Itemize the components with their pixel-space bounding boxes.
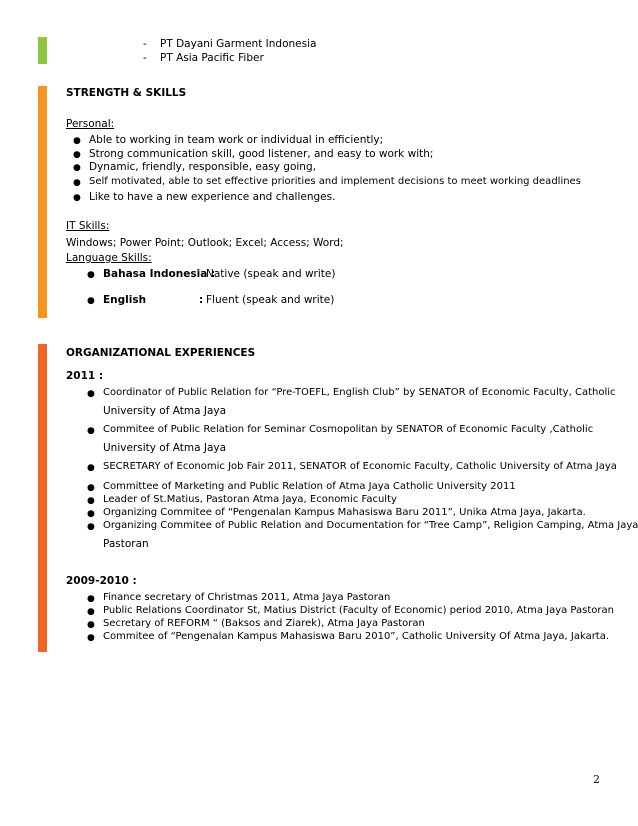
org-item: Leader of St.Matius, Pastoran Atma Jaya, Economic Faculty	[103, 494, 397, 505]
org-item: Committee of Marketing and Public Relation of Atma Jaya Catholic University 2011	[103, 481, 516, 492]
year-label-2011: 2011 :	[66, 370, 104, 382]
personal-label: Personal:	[66, 118, 115, 130]
org-item: SECRETARY of Economic Job Fair 2011, SENATOR of Economic Faculty, Catholic University of Atma Jaya	[103, 461, 617, 472]
it-skills-value: Windows; Power Point; Outlook; Excel; Access; Word;	[66, 237, 344, 249]
bullet-dot: ●	[73, 163, 81, 173]
bullet-dot: ●	[87, 620, 95, 630]
language-level: Native (speak and write)	[206, 268, 336, 280]
language-separator: :	[199, 294, 204, 306]
bullet-dot: ●	[87, 463, 95, 473]
language-skills-label: Language Skills:	[66, 252, 152, 264]
org-item-continuation: Pastoran	[103, 538, 149, 550]
green-accent-bar	[38, 37, 47, 64]
dash-bullet: -	[143, 38, 147, 50]
company-item: PT Asia Pacific Fiber	[160, 52, 264, 64]
bullet-dot: ●	[73, 136, 81, 146]
org-item-continuation: University of Atma Jaya	[103, 442, 227, 454]
org-item-continuation: University of Atma Jaya	[103, 405, 227, 417]
org-item: Commitee of Public Relation for Seminar Cosmopolitan by SENATOR of Economic Faculty ,Catholic	[103, 424, 594, 435]
bullet-dot: ●	[87, 270, 95, 280]
it-skills-label: IT Skills:	[66, 220, 110, 232]
year-label-2009-2010: 2009-2010 :	[66, 575, 137, 587]
personal-item: Dynamic, friendly, responsible, easy going,	[89, 161, 316, 173]
dash-bullet: -	[143, 52, 147, 64]
org-item: Coordinator of Public Relation for “Pre-TOEFL, English Club” by SENATOR of Economic Faculty, Catholic	[103, 387, 616, 398]
bullet-dot: ●	[87, 633, 95, 643]
personal-item: Strong communication skill, good listener, and easy to work with;	[89, 148, 434, 160]
org-item: Organizing Commitee of Public Relation and Documentation for “Tree Camp”, Religion Camping, Atma Jaya	[103, 520, 638, 531]
bullet-dot: ●	[87, 389, 95, 399]
personal-item: Able to working in team work or individual in efficiently;	[89, 134, 384, 146]
bullet-dot: ●	[87, 483, 95, 493]
bullet-dot: ●	[87, 296, 95, 306]
strength-skills-heading: STRENGTH & SKILLS	[66, 87, 187, 99]
personal-item: Like to have a new experience and challenges.	[89, 191, 336, 203]
bullet-dot: ●	[87, 522, 95, 532]
bullet-dot: ●	[87, 594, 95, 604]
bullet-dot: ●	[87, 426, 95, 436]
language-name: Bahasa Indonesia :	[103, 268, 216, 280]
bullet-dot: ●	[73, 150, 81, 160]
bullet-dot: ●	[73, 193, 81, 203]
org-item: Finance secretary of Christmas 2011, Atma Jaya Pastoran	[103, 592, 391, 603]
bullet-dot: ●	[87, 496, 95, 506]
org-item: Secretary of REFORM “ (Baksos and Ziarek), Atma Jaya Pastoran	[103, 618, 425, 629]
language-name: English	[103, 294, 147, 306]
bullet-dot: ●	[73, 178, 81, 188]
personal-item: Self motivated, able to set effective priorities and implement decisions to meet working deadlines	[89, 176, 581, 187]
orange-accent-bar-skills	[38, 86, 47, 318]
language-level: Fluent (speak and write)	[206, 294, 335, 306]
orange-accent-bar-org	[38, 344, 47, 652]
page-number: 2	[593, 773, 600, 786]
bullet-dot: ●	[87, 509, 95, 519]
org-experiences-heading: ORGANIZATIONAL EXPERIENCES	[66, 347, 256, 359]
company-item: PT Dayani Garment Indonesia	[160, 38, 317, 50]
org-item: Commitee of “Pengenalan Kampus Mahasiswa Baru 2010”, Catholic University Of Atma Jaya, Jakarta.	[103, 631, 610, 642]
org-item: Organizing Commitee of “Pengenalan Kampus Mahasiswa Baru 2011”, Unika Atma Jaya, Jakarta.	[103, 507, 586, 518]
bullet-dot: ●	[87, 607, 95, 617]
org-item: Public Relations Coordinator St, Matius District (Faculty of Economic) period 2010, Atma Jaya Pastoran	[103, 605, 614, 616]
